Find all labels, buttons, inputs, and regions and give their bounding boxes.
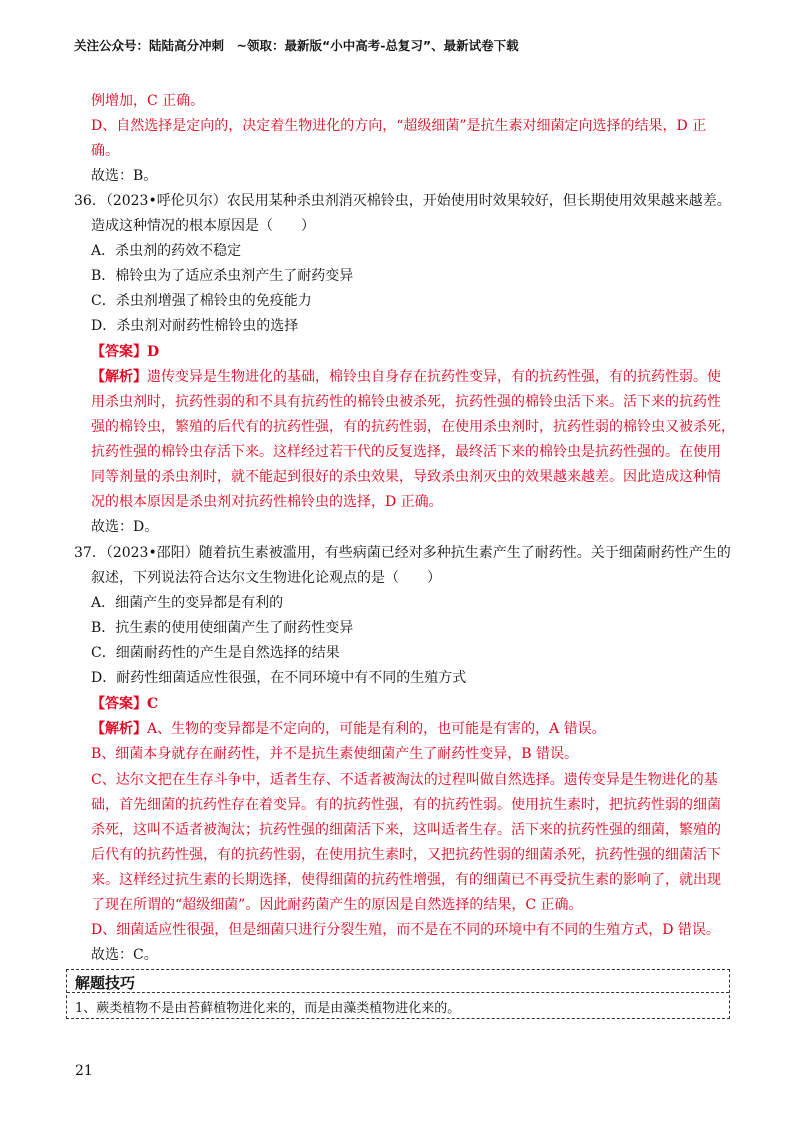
q36-answer	[91, 342, 159, 362]
q36-analysis-line: 用杀虫剂时，抗药性弱的和不具有抗药性的棉铃虫被杀死，抗药性强的棉铃虫活下来。活下来的抗药性	[91, 394, 721, 410]
analysis-label: 【解析】	[91, 369, 147, 385]
tips-title: 解题技巧	[75, 972, 141, 993]
q37-option-a: A．细菌产生的变异都是有利的	[91, 595, 284, 611]
prev-conclusion: 故选：B。	[91, 168, 158, 184]
q37-analysis-line: B、细菌本身就存在耐药性，并不是抗生素使细菌产生了耐药性变异，B 错误。	[91, 746, 579, 762]
page-number: 21	[75, 1063, 93, 1079]
q37-option-d: D．耐药性细菌适应性很强，在不同环境中有不同的生殖方式	[91, 670, 467, 686]
q37-stem-cont: 叙述，下列说法符合达尔文生物进化论观点的是（ ）	[91, 570, 441, 586]
q37-analysis-line: 础，首先细菌的抗药性存在着变异。有的抗药性强，有的抗药性弱。使用抗生素时，把抗药性弱的细菌	[91, 797, 721, 813]
q36-analysis-line: 同等剂量的杀虫剂时，就不能起到很好的杀虫效果，导致杀虫剂灭虫的效果越来越差。因此造成这种情	[91, 469, 721, 485]
q36-option-c: C．杀虫剂增强了棉铃虫的免疫能力	[91, 293, 312, 309]
q37-analysis-line: 了现在所谓的“超级细菌”。因此耐药菌产生的原因是自然选择的结果，C 正确。	[91, 897, 583, 913]
q37-stem: 37．（2023•邵阳）随着抗生素被滥用，有些病菌已经对多种抗生素产生了耐药性。关于细菌耐药性产生的	[74, 545, 731, 561]
answer-label: 【答案】	[91, 344, 147, 360]
q37-analysis-line: C、达尔文把在生存斗争中，适者生存、不适者被淘汰的过程叫做自然选择。遗传变异是生物进化的基	[91, 772, 718, 788]
q37-analysis-line: 【解析】A、生物的变异都是不定向的，可能是有利的，也可能是有害的，A 错误。	[91, 721, 606, 737]
q36-conclusion: 故选：D。	[91, 519, 159, 535]
prev-analysis-line: 例增加，C 正确。	[91, 93, 205, 109]
q36-option-b: B．棉铃虫为了适应杀虫剂产生了耐药变异	[91, 268, 354, 284]
q36-analysis-line: 抗药性强的棉铃虫存活下来。这样经过若干代的反复选择，最终活下来的棉铃虫是抗药性强的。在使用	[91, 444, 721, 460]
q37-answer	[91, 694, 158, 714]
answer-label: 【答案】	[91, 696, 147, 712]
q37-option-b: B．抗生素的使用使细菌产生了耐药性变异	[91, 620, 354, 636]
page-header: 关注公众号：陆陆高分冲刺 ~领取：最新版“小中高考-总复习”、最新试卷下载	[74, 38, 519, 53]
answer-value: D	[147, 344, 160, 360]
tips-divider	[67, 992, 729, 993]
q36-stem: 36．（2023•呼伦贝尔）农民用某种杀虫剂消灭棉铃虫，开始使用时效果较好，但长期使用效果越来越差。	[74, 193, 731, 209]
q37-analysis-line: 后代有的抗药性强，有的抗药性弱，在使用抗生素时，又把抗药性弱的细菌杀死，抗药性强的细菌活下	[91, 847, 721, 863]
q37-analysis-line: 来。这样经过抗生素的长期选择，使得细菌的抗药性增强，有的细菌已不再受抗生素的影响了，就出现	[91, 872, 721, 888]
q36-analysis-line: 强的棉铃虫，繁殖的后代有的抗药性强，有的抗药性弱，在使用杀虫剂时，抗药性弱的棉铃虫又被杀死，	[91, 419, 735, 435]
q37-conclusion: 故选：C。	[91, 947, 158, 963]
q36-analysis-line: 【解析】遗传变异是生物进化的基础，棉铃虫自身存在抗药性变异，有的抗药性强，有的抗药性弱。使	[91, 369, 721, 385]
q36-option-d: D．杀虫剂对耐药性棉铃虫的选择	[91, 318, 299, 334]
q37-analysis-line: 杀死，这叫不适者被淘汰；抗药性强的细菌活下来，这叫适者生存。活下来的抗药性强的细菌，繁殖的	[91, 822, 721, 838]
tips-box	[66, 969, 730, 1019]
answer-value: C	[147, 696, 159, 712]
prev-analysis-line: D、自然选择是定向的，决定着生物进化的方向，“超级细菌”是抗生素对细菌定向选择的结果，D 正	[91, 118, 707, 134]
q37-analysis-line: D、细菌适应性很强，但是细菌只进行分裂生殖，而不是在不同的环境中有不同的生殖方式，D 错误。	[91, 922, 720, 938]
q36-analysis-line: 况的根本原因是杀虫剂对抗药性棉铃虫的选择，D 正确。	[91, 494, 443, 510]
q36-stem-cont: 造成这种情况的根本原因是（ ）	[91, 218, 315, 234]
analysis-label: 【解析】	[91, 721, 147, 737]
tips-item: 1、蕨类植物不是由苔藓植物进化来的，而是由藻类植物进化来的。	[75, 1001, 461, 1016]
prev-analysis-line: 确。	[91, 143, 119, 159]
q36-option-a: A．杀虫剂的药效不稳定	[91, 243, 242, 259]
q37-option-c: C．细菌耐药性的产生是自然选择的结果	[91, 645, 340, 661]
